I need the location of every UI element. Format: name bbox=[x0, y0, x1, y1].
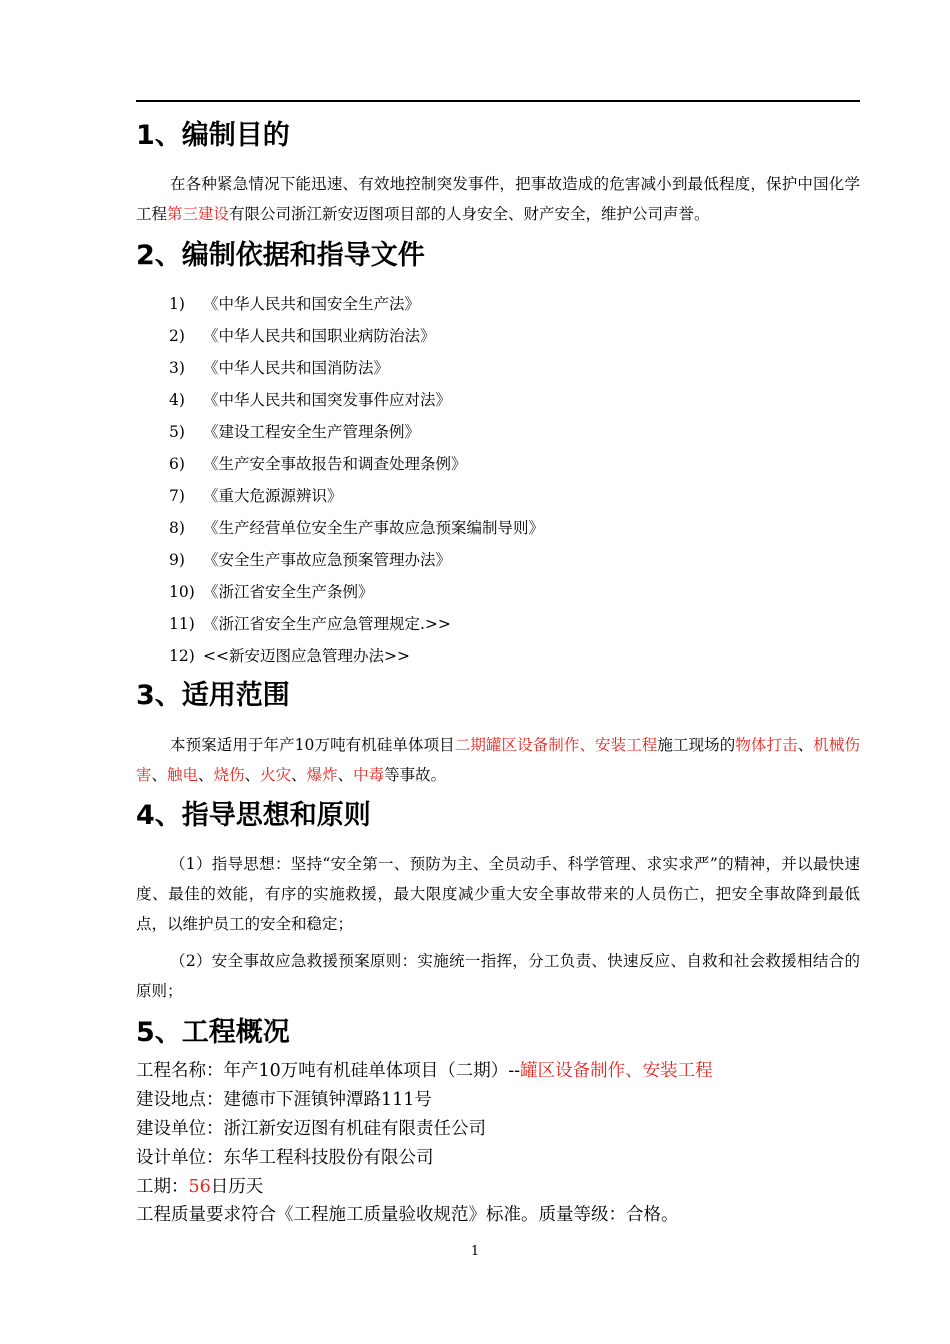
paragraph-text: 、 bbox=[291, 766, 307, 784]
section-2-heading: 2、编制依据和指导文件 bbox=[136, 240, 425, 271]
highlighted-text: 中毒 bbox=[353, 766, 385, 784]
paragraph-text: 、 bbox=[337, 766, 354, 784]
highlighted-text: 物体打击 bbox=[735, 736, 798, 754]
reference-item bbox=[169, 645, 410, 667]
paragraph-text: 、 bbox=[151, 766, 168, 784]
reference-number: 1) bbox=[169, 295, 185, 313]
reference-item bbox=[169, 357, 389, 379]
reference-number: 10) bbox=[169, 583, 195, 601]
reference-number: 2) bbox=[169, 327, 185, 345]
reference-title: 《中华人民共和国突发事件应对法》 bbox=[203, 391, 452, 409]
reference-title: 《中华人民共和国职业病防治法》 bbox=[203, 327, 436, 345]
reference-number: 3) bbox=[169, 359, 185, 377]
section-5-heading: 5、工程概况 bbox=[136, 1017, 290, 1048]
reference-number: 7) bbox=[169, 487, 185, 505]
paragraph-text: 等事故。 bbox=[384, 766, 447, 784]
paragraph-text: 、 bbox=[244, 766, 261, 784]
reference-title: 《浙江省安全生产条例》 bbox=[203, 583, 374, 601]
rescue-principle-paragraph: （2）安全事故应急救援预案原则：实施统一指挥，分工负责、快速反应、自救和社会救援相结合的原则； bbox=[136, 952, 860, 1000]
highlighted-text: 烧伤 bbox=[213, 766, 245, 784]
duration-line: 工期：56日历天 bbox=[136, 1177, 264, 1197]
reference-item bbox=[169, 293, 420, 315]
highlighted-text: 触电 bbox=[167, 766, 199, 784]
paragraph-text: 有限公司浙江新安迈图项目部的人身安全、财产安全，维护公司声誉。 bbox=[229, 205, 710, 223]
paragraph-text: 、 bbox=[198, 766, 214, 784]
quality-line: 工程质量要求符合《工程施工质量验收规范》标准。质量等级：合格。 bbox=[136, 1205, 679, 1225]
reference-title: 《重大危源源辨识》 bbox=[203, 487, 343, 505]
page-number: 1 bbox=[470, 1244, 480, 1259]
reference-item bbox=[169, 517, 544, 539]
reference-number: 12) bbox=[169, 647, 195, 665]
reference-number: 11) bbox=[169, 615, 195, 633]
reference-item bbox=[169, 421, 420, 443]
reference-item bbox=[169, 485, 343, 507]
location-line: 建设地点：建德市下涯镇钟潭路111号 bbox=[136, 1090, 432, 1110]
reference-title: 《安全生产事故应急预案管理办法》 bbox=[203, 551, 452, 569]
paragraph-text: 施工现场的 bbox=[657, 736, 736, 754]
reference-item bbox=[169, 613, 451, 635]
highlighted-text: 机械伤害 bbox=[136, 736, 860, 784]
header-rule bbox=[136, 100, 860, 102]
reference-number: 6) bbox=[169, 455, 185, 473]
reference-number: 9) bbox=[169, 551, 185, 569]
reference-item bbox=[169, 453, 467, 475]
reference-number: 8) bbox=[169, 519, 185, 537]
guiding-principle-paragraph: （1）指导思想：坚持“安全第一、预防为主、全员动手、科学管理、求实求严”的精神，并以最快速度、最佳的效能，有序的实施救援，最大限度减少重大安全事故带来的人员伤亡，把安全事故降到最低点，以维护员工的安全和稳定； bbox=[136, 855, 860, 933]
reference-title: 《中华人民共和国安全生产法》 bbox=[203, 295, 421, 313]
reference-title: 《中华人民共和国消防法》 bbox=[203, 359, 390, 377]
section-3-heading: 3、适用范围 bbox=[136, 680, 290, 711]
reference-number: 5) bbox=[169, 423, 185, 441]
reference-title: <<新安迈图应急管理办法>> bbox=[203, 647, 410, 665]
paragraph-text: 在各种紧急情况下能迅速、有效地控制突发事件，把事故造成的危害减小到最低程度，保护中国化学工程 bbox=[136, 175, 860, 223]
section-4-heading: 4、指导思想和原则 bbox=[136, 800, 371, 831]
reference-item bbox=[169, 581, 374, 603]
reference-title: 《建设工程安全生产管理条例》 bbox=[203, 423, 421, 441]
section-3-paragraph bbox=[136, 730, 860, 790]
highlighted-text: 二期罐区设备制作、安装工程 bbox=[454, 736, 658, 754]
reference-item bbox=[169, 549, 451, 571]
reference-title: 《生产安全事故报告和调查处理条例》 bbox=[203, 455, 467, 473]
reference-title: 《浙江省安全生产应急管理规定.>> bbox=[203, 615, 451, 633]
project-name-line: 工程名称：年产10万吨有机硅单体项目（二期）--罐区设备制作、安装工程 bbox=[136, 1061, 713, 1081]
paragraph-text: 、 bbox=[797, 736, 814, 754]
highlighted-text: 火灾 bbox=[260, 766, 292, 784]
designer-line: 设计单位：东华工程科技股份有限公司 bbox=[136, 1148, 434, 1168]
section-1-heading: 1、编制目的 bbox=[136, 120, 290, 151]
section-1-paragraph bbox=[136, 169, 860, 229]
builder-line: 建设单位：浙江新安迈图有机硅有限责任公司 bbox=[136, 1119, 486, 1139]
reference-item bbox=[169, 389, 451, 411]
reference-number: 4) bbox=[169, 391, 185, 409]
paragraph-text: 本预案适用于年产10万吨有机硅单体项目 bbox=[170, 736, 455, 754]
reference-title: 《生产经营单位安全生产事故应急预案编制导则》 bbox=[203, 519, 545, 537]
highlighted-text: 爆炸 bbox=[306, 766, 338, 784]
reference-item bbox=[169, 325, 436, 347]
highlighted-text: 第三建设 bbox=[167, 205, 230, 223]
